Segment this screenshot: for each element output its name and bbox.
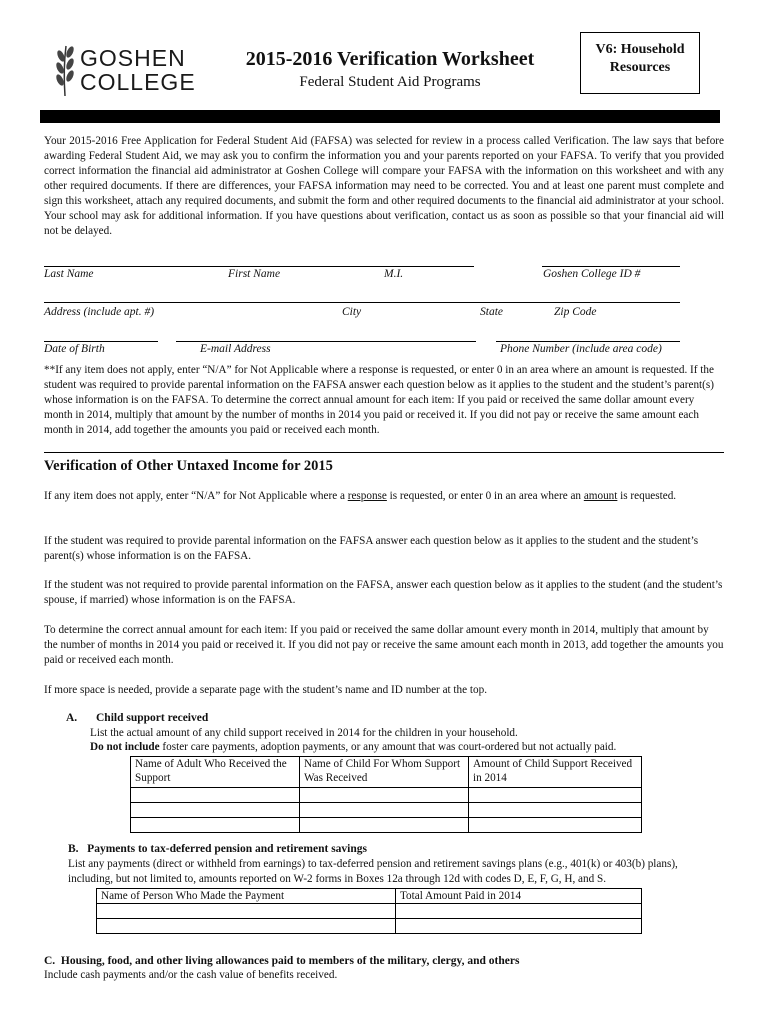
college-id-label: Goshen College ID # (543, 268, 641, 280)
email-label: E-mail Address (200, 343, 271, 355)
item-a-do-not-include: Do not include (90, 741, 160, 753)
table-cell[interactable] (300, 788, 469, 803)
address-label: Address (include apt. #) (44, 306, 155, 318)
page-subtitle: Federal Student Aid Programs (299, 74, 481, 90)
item-a-line-2 (90, 741, 616, 753)
phone-label: Phone Number (include area code) (500, 343, 662, 355)
section-title: Verification of Other Untaxed Income for 2015 (44, 458, 333, 474)
section-paragraph-1 (44, 489, 724, 504)
p1-amount: amount (583, 490, 618, 502)
dob-line[interactable] (44, 341, 158, 342)
city-label: City (342, 306, 362, 318)
table-cell[interactable] (396, 919, 642, 934)
retirement-payments-table (96, 888, 642, 934)
logo-line-1: GOSHEN (80, 45, 186, 71)
item-c-title: C. Housing, food, and other living allowances paid to members of the military, clergy, and others (44, 955, 520, 967)
child-support-table (130, 756, 642, 833)
address-line[interactable] (44, 302, 680, 303)
section-paragraph-5: If more space is needed, provide a separate page with the student’s name and ID number at the top. (44, 684, 487, 696)
header-divider (40, 110, 720, 123)
table-cell[interactable] (396, 904, 642, 919)
item-a-line-2-rest: foster care payments, adoption payments, or any amount that was court-ordered but not actually paid. (159, 741, 617, 753)
section-paragraph-2: If the student was required to provide parental information on the FAFSA answer each question below as it applies to the student and the student’s parent(s) whose information is on the FAFSA. (44, 535, 699, 562)
item-c-description: Include cash payments and/or the cash value of benefits received. (44, 969, 338, 981)
table-row[interactable] (97, 904, 642, 919)
table-cell[interactable] (469, 803, 642, 818)
table-row[interactable] (97, 919, 642, 934)
badge-line-1: V6: Household (595, 42, 685, 57)
section-rule (44, 452, 724, 453)
page-title: 2015-2016 Verification Worksheet (245, 48, 535, 70)
table-row[interactable] (131, 788, 642, 803)
section-paragraph-4: To determine the correct annual amount for each item: If you paid or received the same dollar amount every month in 2014, multiply that amount by the number of months in 2014 you paid or received it. If you did not pay or receive the same amount each month in 2013, add together the amounts you paid or received each month. (44, 624, 724, 666)
col-header-person: Name of Person Who Made the Payment (97, 889, 396, 904)
item-b-description: List any payments (direct or withheld from earnings) to tax-deferred pension and retirement savings plans (e.g., 401(k) or 403(b) plans), including, but not limited to, amounts reported on W-2 forms in Boxes 12a through 12d with codes D, E, F, G, H, and S. (68, 858, 678, 885)
state-label: State (480, 306, 503, 318)
table-cell[interactable] (97, 904, 396, 919)
table-cell[interactable] (300, 803, 469, 818)
col-header-adult: Name of Adult Who Received the Support (131, 757, 300, 788)
last-name-label: Last Name (44, 268, 94, 280)
p1-response: response (347, 490, 387, 502)
table-row[interactable] (131, 803, 642, 818)
table-cell[interactable] (131, 818, 300, 833)
wheat-icon (52, 42, 78, 98)
instructions-note: **If any item does not apply, enter “N/A” for Not Applicable where a response is requested, or enter 0 in an area where an amount is requested. If the student was required to provide parental information on the FAFSA answer each question below as it applies to the student and the student’s parent(s) whose information is on the FAFSA. To determine the correct annual amount for each item: If you paid or received the same dollar amount every month in 2014, multiply that amount by the number of months in 2014 you paid or received it. If you did not pay or receive the same amount each month in 2014, add together the amounts you paid or received each month. (44, 364, 714, 436)
table-cell[interactable] (469, 788, 642, 803)
intro-paragraph: Your 2015-2016 Free Application for Federal Student Aid (FAFSA) was selected for review in a process called Verification. The law says that before awarding Federal Student Aid, we may ask you to confirm the information you and your parents reported on your FAFSA. To verify that you provided correct information the financial aid administrator at Goshen College will compare your FAFSA with the information on this worksheet and with any other required documents. If there are differences, your FAFSA information may need to be corrected. You and at least one parent must complete and sign this worksheet, attach any required documents, and submit the form and other required documents to the financial aid administrator at your school. Your school may ask for additional information. If you have questions about verification, contact us as soon as possible so that your financial aid will not be delayed. (44, 135, 724, 237)
college-logo (52, 42, 202, 98)
item-b-title: B. Payments to tax-deferred pension and retirement savings (68, 843, 367, 855)
table-cell[interactable] (469, 818, 642, 833)
table-row[interactable] (131, 818, 642, 833)
logo-line-2: COLLEGE (80, 69, 196, 95)
email-line[interactable] (176, 341, 476, 342)
item-a-letter: A. (66, 712, 78, 724)
section-paragraph-3: If the student was not required to provide parental information on the FAFSA, answer each question below as it applies to the student (and the student’s spouse, if married) whose information is on the FAFSA. (44, 579, 723, 606)
col-header-total: Total Amount Paid in 2014 (396, 889, 642, 904)
table-cell[interactable] (131, 788, 300, 803)
form-code-badge (580, 32, 700, 94)
item-a-title: Child support received (96, 712, 209, 724)
first-name-label: First Name (228, 268, 281, 280)
name-line[interactable] (44, 266, 474, 267)
table-header-row (131, 757, 642, 788)
p1-text-a: If any item does not apply, enter “N/A” for Not Applicable where a (44, 490, 348, 502)
table-cell[interactable] (300, 818, 469, 833)
table-header-row (97, 889, 642, 904)
badge-line-2: Resources (609, 60, 671, 75)
item-a-line-1: List the actual amount of any child support received in 2014 for the children in your household. (90, 727, 518, 739)
phone-line[interactable] (496, 341, 680, 342)
p1-text-b: is requested, or enter 0 in an area where an (386, 490, 584, 502)
zip-label: Zip Code (554, 306, 597, 318)
college-id-line[interactable] (542, 266, 680, 267)
p1-text-c: is requested. (617, 490, 677, 502)
dob-label: Date of Birth (44, 343, 105, 355)
table-cell[interactable] (131, 803, 300, 818)
mi-label: M.I. (384, 268, 404, 280)
col-header-child: Name of Child For Whom Support Was Received (300, 757, 469, 788)
col-header-amount: Amount of Child Support Received in 2014 (469, 757, 642, 788)
table-cell[interactable] (97, 919, 396, 934)
